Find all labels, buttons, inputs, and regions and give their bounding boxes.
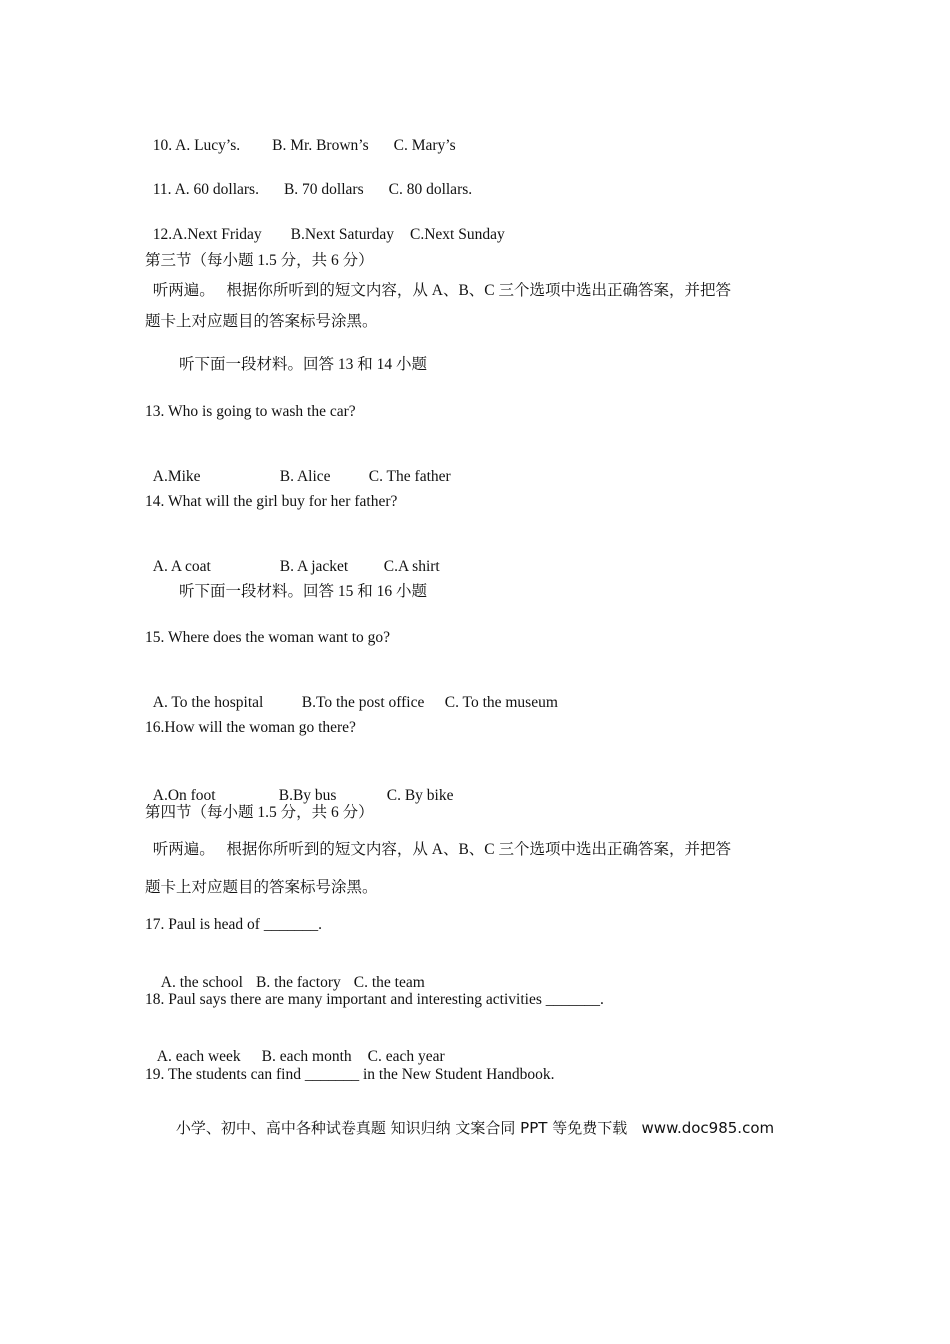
- section-3-instruction-line2: 题卡上对应题目的答案标号涂黑。: [145, 313, 378, 330]
- section-4-instruction-line2: 题卡上对应题目的答案标号涂黑。: [145, 879, 378, 896]
- footer-site-link[interactable]: www.doc985.com: [641, 1119, 775, 1137]
- q18-option-c: C. each year: [367, 1048, 445, 1065]
- material-prompt-15-16: 听下面一段材料。回答 15 和 16 小题: [179, 583, 428, 600]
- question-17-text: 17. Paul is head of _______.: [145, 916, 322, 933]
- q13-option-b: B. Alice: [279, 468, 331, 485]
- question-15-options: [145, 673, 558, 713]
- q16-option-a: A.On foot: [152, 787, 216, 804]
- footer-text: 小学、初中、高中各种试卷真题 知识归纳 文案合同 PPT 等免费下载: [175, 1119, 628, 1137]
- q10-option-a: 10. A. Lucy’s.: [152, 137, 241, 154]
- q10-option-b: B. Mr. Brown’s: [272, 137, 369, 154]
- question-18-options: [149, 1027, 445, 1067]
- question-19-text: 19. The students can find _______ in the New Student Handbook.: [145, 1066, 555, 1083]
- q17-option-a: A. the school: [160, 974, 243, 991]
- q11-option-a: 11. A. 60 dollars.: [152, 181, 259, 198]
- q11-option-b: B. 70 dollars: [283, 181, 364, 198]
- q16-option-c: C. By bike: [386, 787, 454, 804]
- question-13-text: 13. Who is going to wash the car?: [145, 403, 356, 420]
- q17-option-c: C. the team: [353, 974, 425, 991]
- question-17-options: [153, 953, 425, 993]
- q11-option-c: C. 80 dollars.: [388, 181, 473, 198]
- q17-option-b: B. the factory: [255, 974, 341, 991]
- question-14-text: 14. What will the girl buy for her father?: [145, 493, 398, 510]
- q14-option-a: A. A coat: [152, 558, 211, 575]
- q14-option-c: C.A shirt: [383, 558, 440, 575]
- question-11-options: [145, 160, 472, 200]
- section-4-heading: 第四节（每小题 1.5 分，共 6 分）: [145, 804, 374, 821]
- material-prompt-13-14: 听下面一段材料。回答 13 和 14 小题: [179, 356, 428, 373]
- q12-option-a: 12.A.Next Friday: [152, 226, 262, 243]
- section-4-instruction-line1: 听两遍。 根据你所听到的短文内容，从 A、B、C 三个选项中选出正确答案，并把答: [145, 841, 731, 858]
- q16-option-b: B.By bus: [278, 787, 337, 804]
- q13-option-c: C. The father: [368, 468, 451, 485]
- question-16-options: [145, 766, 454, 806]
- section-3-instruction-line1: 听两遍。 根据你所听到的短文内容，从 A、B、C 三个选项中选出正确答案，并把答: [145, 282, 731, 299]
- question-18-text: 18. Paul says there are many important and interesting activities _______.: [145, 991, 604, 1008]
- question-13-options: [145, 447, 451, 487]
- question-16-text: 16.How will the woman go there?: [145, 719, 356, 736]
- q14-option-b: B. A jacket: [279, 558, 349, 575]
- q15-option-c: C. To the museum: [444, 694, 558, 711]
- q10-option-c: C. Mary’s: [393, 137, 456, 154]
- q12-option-b: B.Next Saturday: [290, 226, 394, 243]
- section-3-heading: 第三节（每小题 1.5 分，共 6 分）: [145, 252, 374, 269]
- q12-option-c: C.Next Sunday: [410, 226, 505, 243]
- q18-option-b: B. each month: [261, 1048, 352, 1065]
- q15-option-b: B.To the post office: [301, 694, 425, 711]
- footer-banner: [0, 1117, 950, 1138]
- question-15-text: 15. Where does the woman want to go?: [145, 629, 391, 646]
- q18-option-a: A. each week: [156, 1048, 241, 1065]
- question-12-options: [145, 205, 505, 245]
- question-10-options: [145, 116, 456, 156]
- q13-option-a: A.Mike: [152, 468, 201, 485]
- question-14-options: [145, 537, 440, 577]
- q15-option-a: A. To the hospital: [152, 694, 264, 711]
